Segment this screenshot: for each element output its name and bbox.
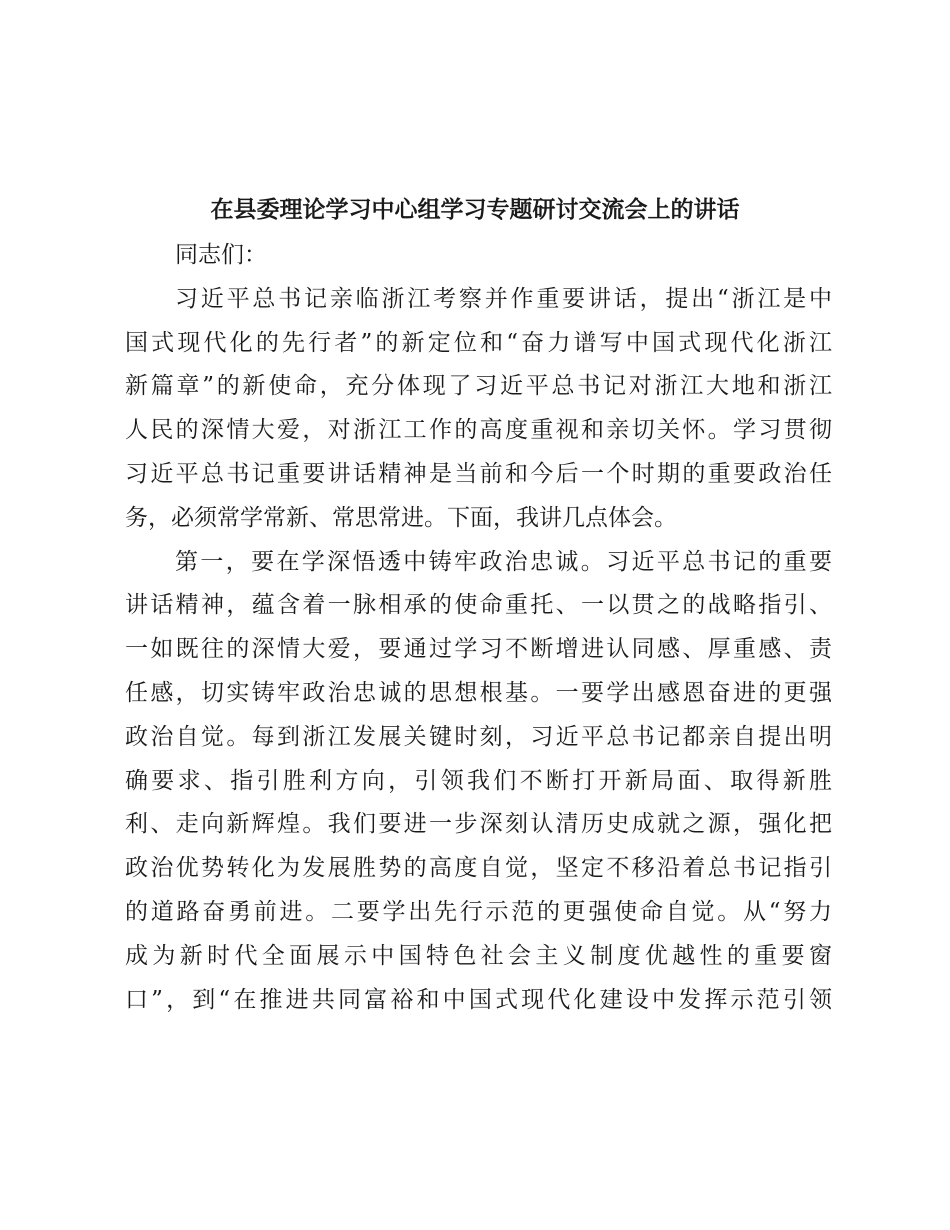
- text-line: 政治优势转化为发展胜势的高度自觉，坚定不移沿着总书记指引: [125, 855, 832, 882]
- text-line: 的道路奋勇前进。二要学出先行示范的更强使命自觉。从“努力: [125, 898, 832, 925]
- text-line: 人民的深情大爱，对浙江工作的高度重视和亲切关怀。学习贯彻: [125, 417, 832, 444]
- text-line: 习近平总书记亲临浙江考察并作重要讲话，提出“浙江是中: [175, 285, 832, 312]
- text-line: 同志们：: [175, 242, 267, 268]
- text-line: 口”，到“在推进共同富裕和中国式现代化建设中发挥示范引领: [125, 986, 832, 1013]
- document-title: 在县委理论学习中心组学习专题研讨交流会上的讲话: [210, 196, 740, 223]
- text-line: 国式现代化的先行者”的新定位和“奋力谱写中国式现代化浙江: [125, 329, 832, 356]
- text-line: 任感，切实铸牢政治忠诚的思想根基。一要学出感恩奋进的更强: [125, 679, 832, 706]
- document-body: [125, 234, 832, 1022]
- text-line: 政治自觉。每到浙江发展关键时刻，习近平总书记都亲自提出明: [125, 723, 832, 750]
- text-line: 利、走向新辉煌。我们要进一步深刻认清历史成就之源，强化把: [125, 811, 832, 838]
- text-line: 习近平总书记重要讲话精神是当前和今后一个时期的重要政治任: [125, 460, 832, 487]
- text-line: 确要求、指引胜利方向，引领我们不断打开新局面、取得新胜: [125, 767, 832, 794]
- text-line: 一如既往的深情大爱，要通过学习不断增进认同感、厚重感、责: [125, 636, 832, 663]
- text-line: 第一，要在学深悟透中铸牢政治忠诚。习近平总书记的重要: [175, 548, 832, 575]
- text-line: 成为新时代全面展示中国特色社会主义制度优越性的重要窗: [125, 942, 832, 969]
- text-line: 新篇章”的新使命，充分体现了习近平总书记对浙江大地和浙江: [125, 373, 832, 400]
- text-line: 务，必须常学常新、常思常进。下面，我讲几点体会。: [125, 504, 677, 531]
- text-line: 讲话精神，蕴含着一脉相承的使命重托、一以贯之的战略指引、: [125, 592, 832, 619]
